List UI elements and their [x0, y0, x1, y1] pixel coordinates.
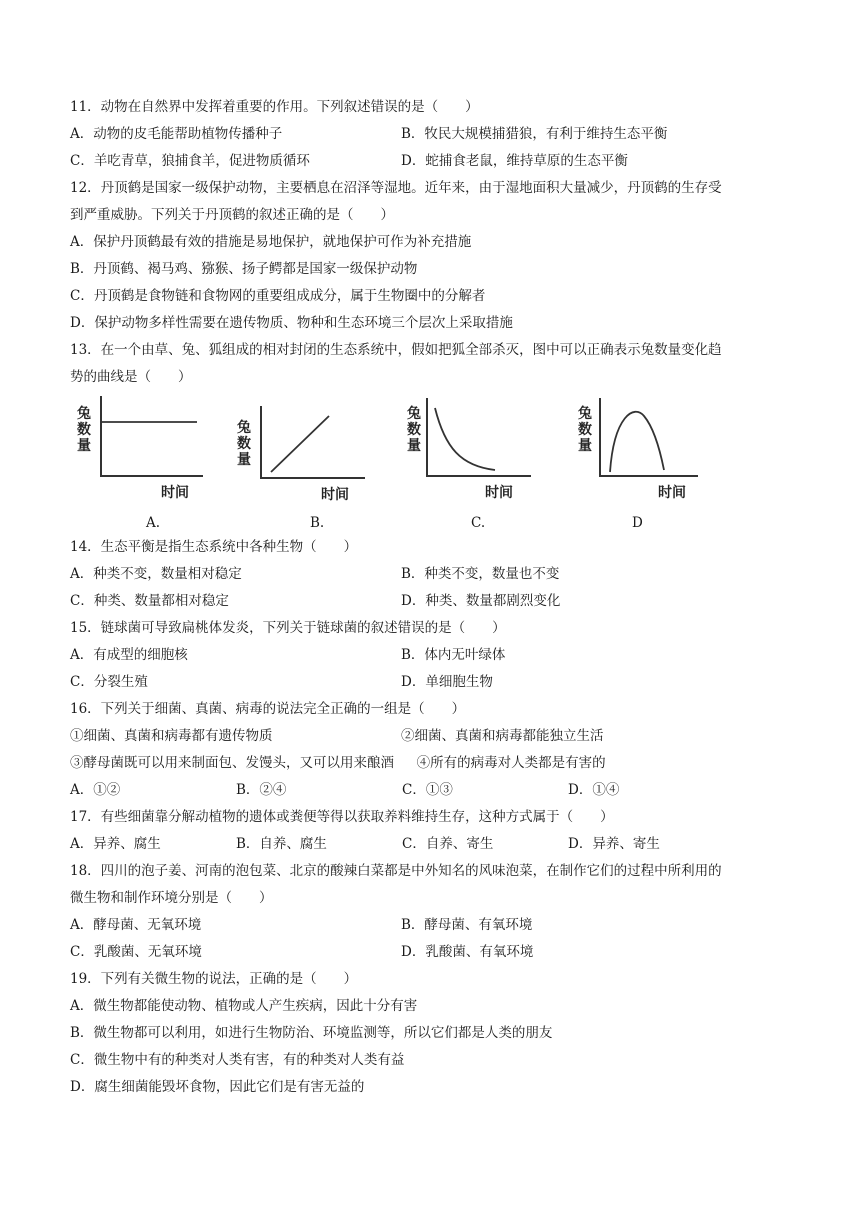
q11-option-d: D．蛇捕食老鼠，维持草原的生态平衡	[401, 153, 628, 169]
graph-c-xlabel: 时间	[485, 485, 513, 501]
q18-option-a: A．酵母菌、无氧环境	[70, 917, 202, 933]
graph-a	[75, 394, 215, 504]
graph-d	[576, 394, 716, 504]
q13-stem-line2: 势的曲线是（ ）	[70, 369, 192, 385]
q12-stem-line2: 到严重威胁。下列关于丹顶鹤的叙述正确的是（ ）	[70, 207, 394, 223]
q11-options-row1	[70, 121, 800, 148]
graph-a-caption: A.	[146, 515, 161, 531]
q16-option-a: A．①②	[70, 782, 121, 798]
graph-b-plot	[235, 394, 367, 484]
q13-graph-set	[70, 394, 800, 534]
q15-options-row2	[70, 669, 800, 696]
graph-a-axes	[101, 396, 203, 476]
q14-option-d: D．种类、数量都剧烈变化	[401, 593, 561, 609]
q16-option-d: D．①④	[568, 782, 620, 798]
graph-b-curve	[271, 416, 329, 472]
q15-option-b: B．体内无叶绿体	[401, 647, 506, 663]
q18-options-row1	[70, 912, 800, 939]
q13-stem-line1: 13．在一个由草、兔、狐组成的相对封闭的生态系统中，假如把狐全部杀灭，图中可以正确表示兔数量变化趋	[70, 342, 722, 358]
q19-option-d: D．腐生细菌能毁坏食物，因此它们是有害无益的	[70, 1079, 365, 1095]
q16-statement-1: ①细菌、真菌和病毒都有遗传物质	[70, 728, 273, 744]
q12-option-a: A．保护丹顶鹤最有效的措施是易地保护，就地保护可作为补充措施	[70, 234, 472, 250]
q17-stem: 17．有些细菌靠分解动植物的遗体或粪便等得以获取养料维持生存，这种方式属于（ ）	[70, 809, 614, 825]
q17-option-d: D．异养、寄生	[568, 836, 660, 852]
q16-option-c: C．①③	[402, 782, 453, 798]
q18-option-b: B．酵母菌、有氧环境	[401, 917, 533, 933]
graph-c-curve	[435, 408, 495, 470]
graph-b-ylabel: 兔数量	[237, 420, 251, 468]
graph-d-axes	[600, 398, 698, 476]
graph-b	[235, 394, 375, 504]
q16-statements-row2	[70, 750, 800, 777]
q16-option-b: B．②④	[236, 782, 287, 798]
q19-option-c: C．微生物中有的种类对人类有害，有的种类对人类有益	[70, 1052, 405, 1068]
graph-d-plot	[576, 394, 700, 484]
q11-option-c: C．羊吃青草，狼捕食羊，促进物质循环	[70, 153, 310, 169]
q18-option-d: D．乳酸菌、有氧环境	[401, 944, 534, 960]
q15-option-a: A．有成型的细胞核	[70, 647, 188, 663]
q14-stem: 14．生态平衡是指生态系统中各种生物（ ）	[70, 539, 358, 555]
q17-option-b: B．自养、腐生	[236, 836, 327, 852]
q12-option-b: B．丹顶鹤、褐马鸡、猕猴、扬子鳄都是国家一级保护动物	[70, 261, 418, 277]
q15-option-c: C．分裂生殖	[70, 674, 148, 690]
graph-d-ylabel: 兔数量	[578, 406, 592, 454]
graph-d-caption: D	[632, 515, 643, 531]
q11-options-row2	[70, 148, 800, 175]
q17-option-a: A．异养、腐生	[70, 836, 161, 852]
graph-d-curve	[610, 412, 664, 472]
q19-stem: 19．下列有关微生物的说法，正确的是（ ）	[70, 971, 358, 987]
graph-a-plot	[75, 394, 205, 484]
graph-a-xlabel: 时间	[161, 485, 189, 501]
q16-statement-2: ②细菌、真菌和病毒都能独立生活	[401, 728, 604, 744]
q16-options-row	[70, 777, 800, 804]
q16-statement-4: ④所有的病毒对人类都是有害的	[416, 755, 606, 771]
q17-options-row	[70, 831, 800, 858]
q19-option-b: B．微生物都可以利用，如进行生物防治、环境监测等，所以它们都是人类的朋友	[70, 1025, 553, 1041]
graph-a-ylabel: 兔数量	[77, 406, 91, 454]
graph-c-ylabel: 兔数量	[407, 406, 421, 454]
graph-b-caption: B.	[310, 515, 325, 531]
graph-c-caption: C.	[471, 515, 486, 531]
q14-option-c: C．种类、数量都相对稳定	[70, 593, 229, 609]
q18-stem-line1: 18．四川的泡子姜、河南的泡包菜、北京的酸辣白菜都是中外知名的风味泡菜，在制作它们的过程中所利用的	[70, 863, 722, 879]
q17-option-c: C．自养、寄生	[402, 836, 494, 852]
q16-statements-row1	[70, 723, 800, 750]
q11-option-b: B．牧民大规模捕猎狼，有利于维持生态平衡	[401, 126, 668, 142]
q14-options-row2	[70, 588, 800, 615]
graph-c	[405, 394, 545, 504]
q18-stem-line2: 微生物和制作环境分别是（ ）	[70, 890, 273, 906]
q14-options-row1	[70, 561, 800, 588]
q12-stem-line1: 12．丹顶鹤是国家一级保护动物，主要栖息在沼泽等湿地。近年来，由于湿地面积大量减少，丹顶鹤的生存受	[70, 180, 722, 196]
q19-option-a: A．微生物都能使动物、植物或人产生疾病，因此十分有害	[70, 998, 418, 1014]
q12-option-d: D．保护动物多样性需要在遗传物质、物种和生态环境三个层次上采取措施	[70, 315, 513, 331]
graph-b-xlabel: 时间	[321, 487, 349, 503]
q16-statement-3: ③酵母菌既可以用来制面包、发馒头，又可以用来酿酒	[70, 755, 394, 771]
q15-options-row1	[70, 642, 800, 669]
q11-stem: 11．动物在自然界中发挥着重要的作用。下列叙述错误的是（ ）	[70, 99, 479, 115]
q11-option-a: A．动物的皮毛能帮助植物传播种子	[70, 126, 283, 142]
q15-option-d: D．单细胞生物	[401, 674, 493, 690]
q18-options-row2	[70, 939, 800, 966]
q15-stem: 15．链球菌可导致扁桃体发炎，下列关于链球菌的叙述错误的是（ ）	[70, 620, 506, 636]
q18-option-c: C．乳酸菌、无氧环境	[70, 944, 202, 960]
graph-c-plot	[405, 394, 533, 484]
q16-stem: 16．下列关于细菌、真菌、病毒的说法完全正确的一组是（ ）	[70, 701, 466, 717]
q14-option-a: A．种类不变，数量相对稳定	[70, 566, 242, 582]
question-page	[70, 94, 800, 1101]
q12-option-c: C．丹顶鹤是食物链和食物网的重要组成成分，属于生物圈中的分解者	[70, 288, 486, 304]
graph-d-xlabel: 时间	[658, 485, 686, 501]
graph-c-axes	[427, 398, 531, 476]
q14-option-b: B．种类不变，数量也不变	[401, 566, 560, 582]
